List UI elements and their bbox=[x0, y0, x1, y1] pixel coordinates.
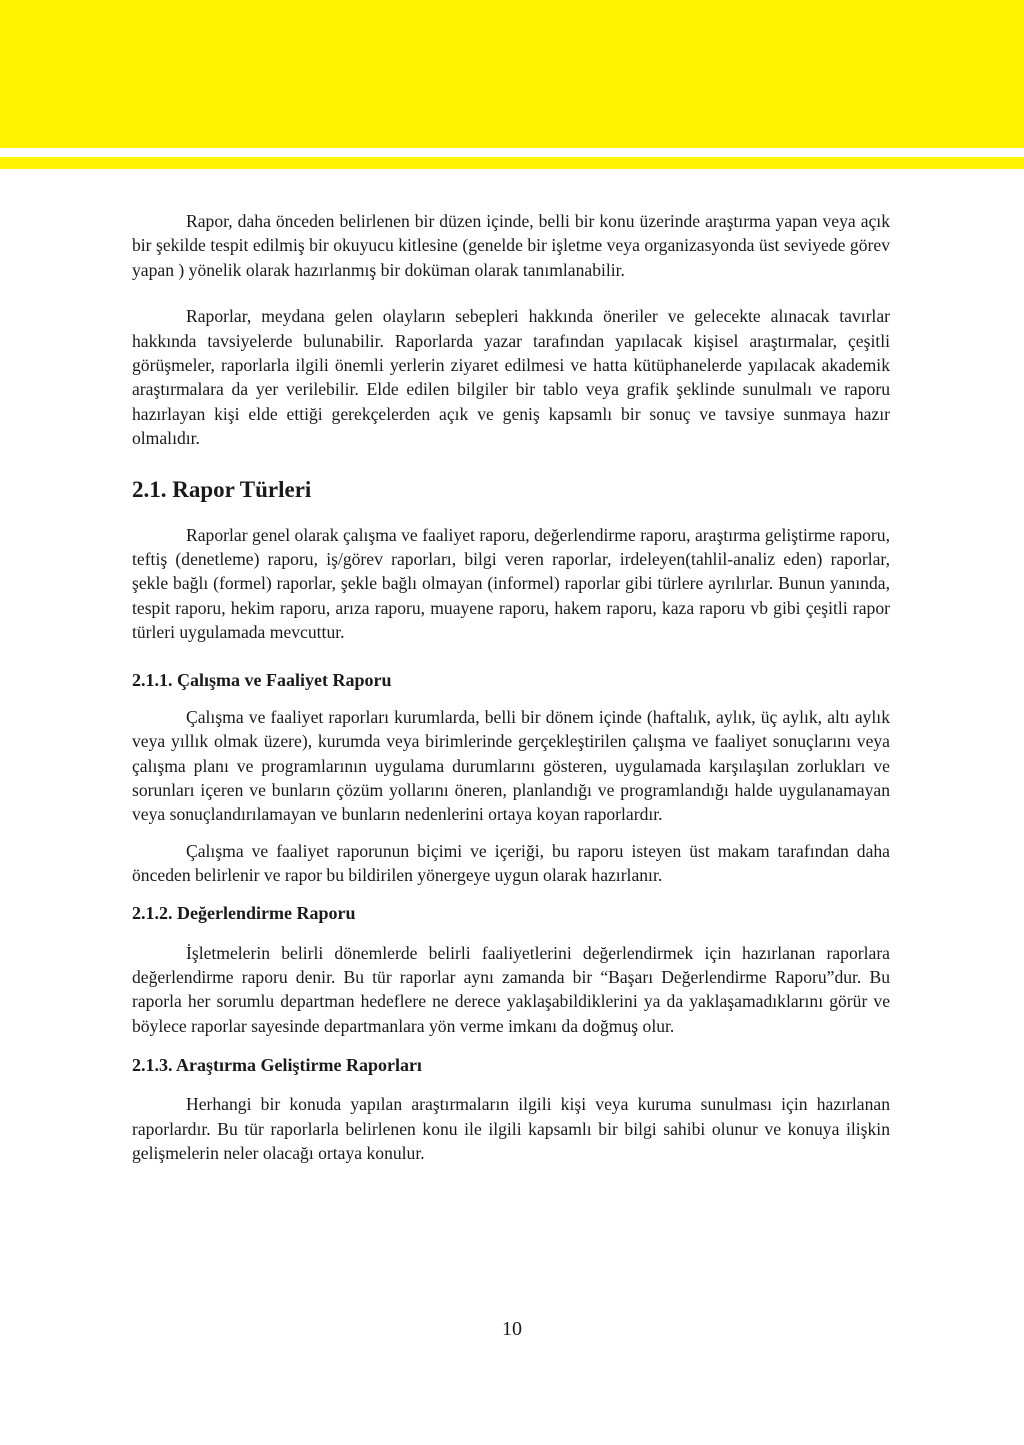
page-content bbox=[132, 209, 890, 1165]
section-heading-calisma-faaliyet: 2.1.1. Çalışma ve Faaliyet Raporu bbox=[132, 669, 392, 690]
section-heading-degerlendirme: 2.1.2. Değerlendirme Raporu bbox=[132, 902, 356, 923]
section-heading-rapor-turleri: 2.1. Rapor Türleri bbox=[132, 476, 312, 502]
header-band bbox=[0, 0, 1024, 148]
section-paragraph-rapor-turleri: Raporlar genel olarak çalışma ve faaliyet raporu, değerlendirme raporu, araştırma geliştirme raporu, teftiş (denetleme) raporu, iş/görev raporları, bilgi veren raporlar, irdeleyen(tahlil-analiz eden) raporlar, şekle bağlı (formel) raporlar, şekle bağlı olmayan (informel) raporlar gibi türlere ayrılırlar. Bunun yanında, tespit raporu, hekim raporu, arıza raporu, muayene raporu, hakem raporu, kaza raporu vb gibi çeşitli rapor türleri uygulamada mevcuttur. bbox=[132, 524, 890, 643]
section-paragraph-degerlendirme: İşletmelerin belirli dönemlerde belirli faaliyetlerini değerlendirmek için hazırlanan raporlara değerlendirme raporu denir. Bu tür raporlar aynı zamanda bir “Başarı Değerlendirme Raporu”dur. Bu raporla her sorumlu departman hedeflere ne derece yaklaşabildiklerini ya da yaklaşamadıklarını görür ve böylece raporlar sayesinde departmanlara yön verme imkanı da doğmuş olur. bbox=[132, 942, 890, 1036]
section-heading-arastirma-gelistirme: 2.1.3. Araştırma Geliştirme Raporları bbox=[132, 1055, 422, 1076]
intro-paragraph-1: Rapor, daha önceden belirlenen bir düzen içinde, belli bir konu üzerinde araştırma yapan veya açık bir şekilde tespit edilmiş bir okuyucu kitlesine (genelde bir işletme veya organizasyonda üst seviyede görev yapan ) yönelik olarak hazırlanmış bir doküman olarak tanımlanabilir. bbox=[132, 211, 890, 280]
intro-paragraph-2: Raporlar, meydana gelen olayların sebepleri hakkında öneriler ve gelecekte alınacak tavırlar hakkında tavsiyelerde bulunabilir. Raporlarda yazar tarafından yapılacak kişisel araştırmalar, çeşitli görüşmeler, raporlarla ilgili önemli yerlerin ziyaret edilmesi ve hatta kütüphanelerde yapılacak akademik araştırmalara da yer verilebilir. Elde edilen bilgiler bir tablo veya grafik şeklinde sunulmalı ve raporu hazırlayan kişi elde ettiği gerekçelerden açık ve geniş kapsamlı bir sonuç ve tavsiye sunmaya hazır olmalıdır. bbox=[132, 306, 890, 449]
header-stripe bbox=[0, 157, 1024, 169]
section-paragraph-calisma-faaliyet-2: Çalışma ve faaliyet raporunun biçimi ve içeriği, bu raporu isteyen üst makam tarafından daha önceden belirlenir ve rapor bu bildirilen yönergeye uygun olarak hazırlanır. bbox=[132, 840, 890, 886]
section-paragraph-calisma-faaliyet-1: Çalışma ve faaliyet raporları kurumlarda, belli bir dönem içinde (haftalık, aylık, üç aylık, altı aylık veya yıllık olmak üzere), kurumda veya birimlerinde gerçekleştirilen çalışma ve faaliyet sonuçlarını veya çalışma planı ve programlarının uygulama durumlarını gösteren, uygulamada karşılaşılan zorlukları ve sorunları içeren ve bunların çözüm yollarını öneren, planlandığı ve programlandığı halde uygulanamayan veya sonuçlandırılamayan ve bunların nedenlerini ortaya koyan raporlardır. bbox=[132, 706, 890, 825]
page-number: 10 bbox=[502, 1318, 522, 1340]
section-paragraph-arastirma-gelistirme: Herhangi bir konuda yapılan araştırmaların ilgili kişi veya kuruma sunulması için hazırlanan raporlardır. Bu tür raporlarla belirlenen konu ile ilgili kapsamlı bir bilgi sahibi olunur ve konuya ilişkin gelişmelerin neler olacağı ortaya konulur. bbox=[132, 1094, 890, 1163]
